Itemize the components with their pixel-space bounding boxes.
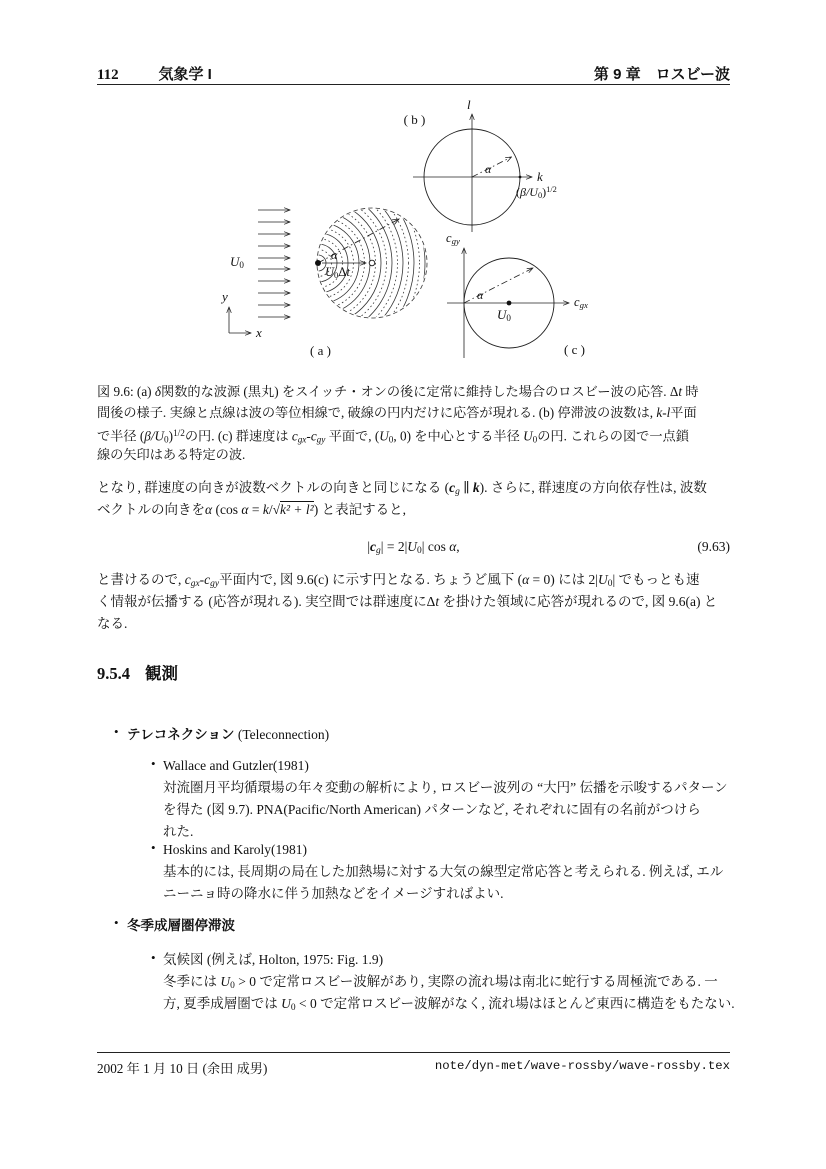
panel-b-geometry — [413, 114, 532, 232]
panel-a-y-axis-label: y — [222, 289, 228, 304]
panel-c-u0-label: U0 — [497, 307, 511, 323]
mean-flow-arrows — [258, 210, 290, 317]
reference-title: Hoskins and Karoly(1981) — [163, 842, 307, 857]
chapter-title: 第 9 章 ロスビー波 — [593, 66, 730, 83]
item-wallace-gutzler — [163, 755, 729, 843]
panel-c-alpha-label: α — [477, 288, 484, 302]
bullet-icon: • — [114, 915, 119, 930]
panel-b-alpha-label: α — [485, 162, 492, 176]
caption-line: で半径 $(\beta/U0)^{1/2}$の円. (c) 群速度は cgx-cgy 平面で, (U0, 0) を中心とする半径 U0の円. これらの図で一点鎖 — [97, 428, 689, 445]
text-line: なる. — [97, 616, 128, 631]
figure-geometry — [180, 95, 650, 380]
item-climatology — [163, 949, 735, 1015]
caption-line: 間後の様子. 実線と点線は波の等位相線で, 破線の円内だけに応答が現れる. (b) 停滞波の波数は, k-l平面 — [97, 405, 697, 420]
equation-body: |cg| = 2|U0| cos α, — [367, 539, 460, 557]
text-line: ニーニョ時の降水に伴う加熱などをイメージすればよい. — [163, 886, 504, 901]
header-rule — [97, 84, 730, 85]
panel-b-radius-label: $(\beta/U0)^{1/2}$ — [516, 185, 557, 201]
wave-source-dot — [315, 260, 321, 266]
panel-a-label: ( a ) — [310, 343, 331, 358]
figure-9-6 — [180, 95, 650, 380]
text-line: れた. — [163, 824, 194, 839]
text-line: となり, 群速度の向きが波数ベクトルの向きと同じになる (cg ∥ k). さらに, 群速度の方向依存性は, 波数 — [97, 480, 707, 498]
course-title: 気象学 I — [158, 66, 212, 83]
panel-a-alpha-label: α — [331, 248, 338, 262]
page-number: 112 — [97, 67, 119, 83]
text-line: と書けるので, cgx-cgy平面内で, 図 9.6(c) に示す円となる. ちょうど風下 (α = 0) には 2|U0| でもっとも速 — [97, 572, 700, 590]
panel-b-label: ( b ) — [403, 112, 426, 127]
panel-a-u0-label: U0 — [230, 254, 244, 270]
panel-c-cgy-axis-label: cgy — [446, 231, 460, 246]
footer-file-path: note/dyn-met/wave-rossby/wave-rossby.tex — [434, 1059, 730, 1073]
paragraph-group-velocity — [97, 477, 733, 521]
panel-c-label: ( c ) — [564, 342, 585, 357]
section-number: 9.5.4 — [97, 664, 130, 683]
caption-line: 図 9.6: (a) δ関数的な波源 (黒丸) をスイッチ・オンの後に定常に維持した場合のロスビー波の応答. Δt 時 — [97, 384, 699, 399]
text-line: ベクトルの向きをα (cos α = k/√k² + l²) と表記すると, — [97, 502, 406, 517]
text-line: 方, 夏季成層圏では U0 < 0 で定常ロスビー波解がなく, 流れ場はほとんど東西に構造をもたない. — [163, 996, 735, 1014]
bullet-icon: • — [151, 950, 156, 965]
text-line: 冬季には U0 > 0 で定常ロスビー波解があり, 実際の流れ場は南北に蛇行する周極流である. 一 — [163, 974, 718, 992]
equation-number: (9.63) — [697, 539, 730, 554]
panel-a-u0dt-label: U0Δt — [325, 265, 350, 280]
panel-b-intersection-dot — [519, 176, 522, 179]
footer-date-author: 2002 年 1 月 10 日 (余田 成男) — [97, 1061, 268, 1076]
panel-b-l-axis-label: l — [467, 97, 471, 112]
item-hoskins-karoly — [163, 839, 729, 905]
footer-rule — [97, 1052, 730, 1053]
bullet-icon: • — [114, 724, 119, 739]
bullet-stratosphere: 冬季成層圏停滞波 — [127, 918, 235, 933]
panel-c-cgx-axis-label: cgx — [574, 295, 588, 310]
caption-line: 線の矢印はある特定の波. — [97, 447, 246, 462]
xy-axes — [229, 307, 251, 333]
reference-title: Wallace and Gutzler(1981) — [163, 758, 309, 773]
bullet-teleconnection: テレコネクション (Teleconnection) — [127, 727, 330, 742]
bullet-icon: • — [151, 840, 156, 855]
text-line: く情報が伝播する (応答が現れる). 実空間では群速度にΔt を掛けた領域に応答が現れるので, 図 9.6(a) と — [97, 594, 718, 609]
reference-title: 気候図 (例えば, Holton, 1975: Fig. 1.9) — [163, 952, 384, 967]
section-heading — [97, 660, 178, 684]
paragraph-response — [97, 569, 733, 635]
panel-a-x-axis-label: x — [256, 325, 262, 340]
figure-caption — [97, 381, 733, 465]
bullet-icon: • — [151, 756, 156, 771]
panel-b-k-axis-label: k — [537, 169, 543, 184]
section-title: 観測 — [145, 665, 178, 683]
displaced-center-dot — [369, 260, 375, 266]
page-header — [97, 63, 212, 84]
equation-9-63 — [97, 539, 730, 556]
panel-c-center-dot — [507, 301, 512, 306]
text-line: 基本的には, 長周期の局在した加熱場に対する大気の線型定常応答と考えられる. 例えば, エル — [163, 864, 724, 879]
text-line: 対流圏月平均循環場の年々変動の解析により, ロスビー波列の “大円” 伝播を示唆するパターン — [163, 780, 728, 795]
text-line: を得た (図 9.7). PNA(Pacific/North American) パターンなど, それぞれに固有の名前がつけら — [163, 802, 701, 817]
